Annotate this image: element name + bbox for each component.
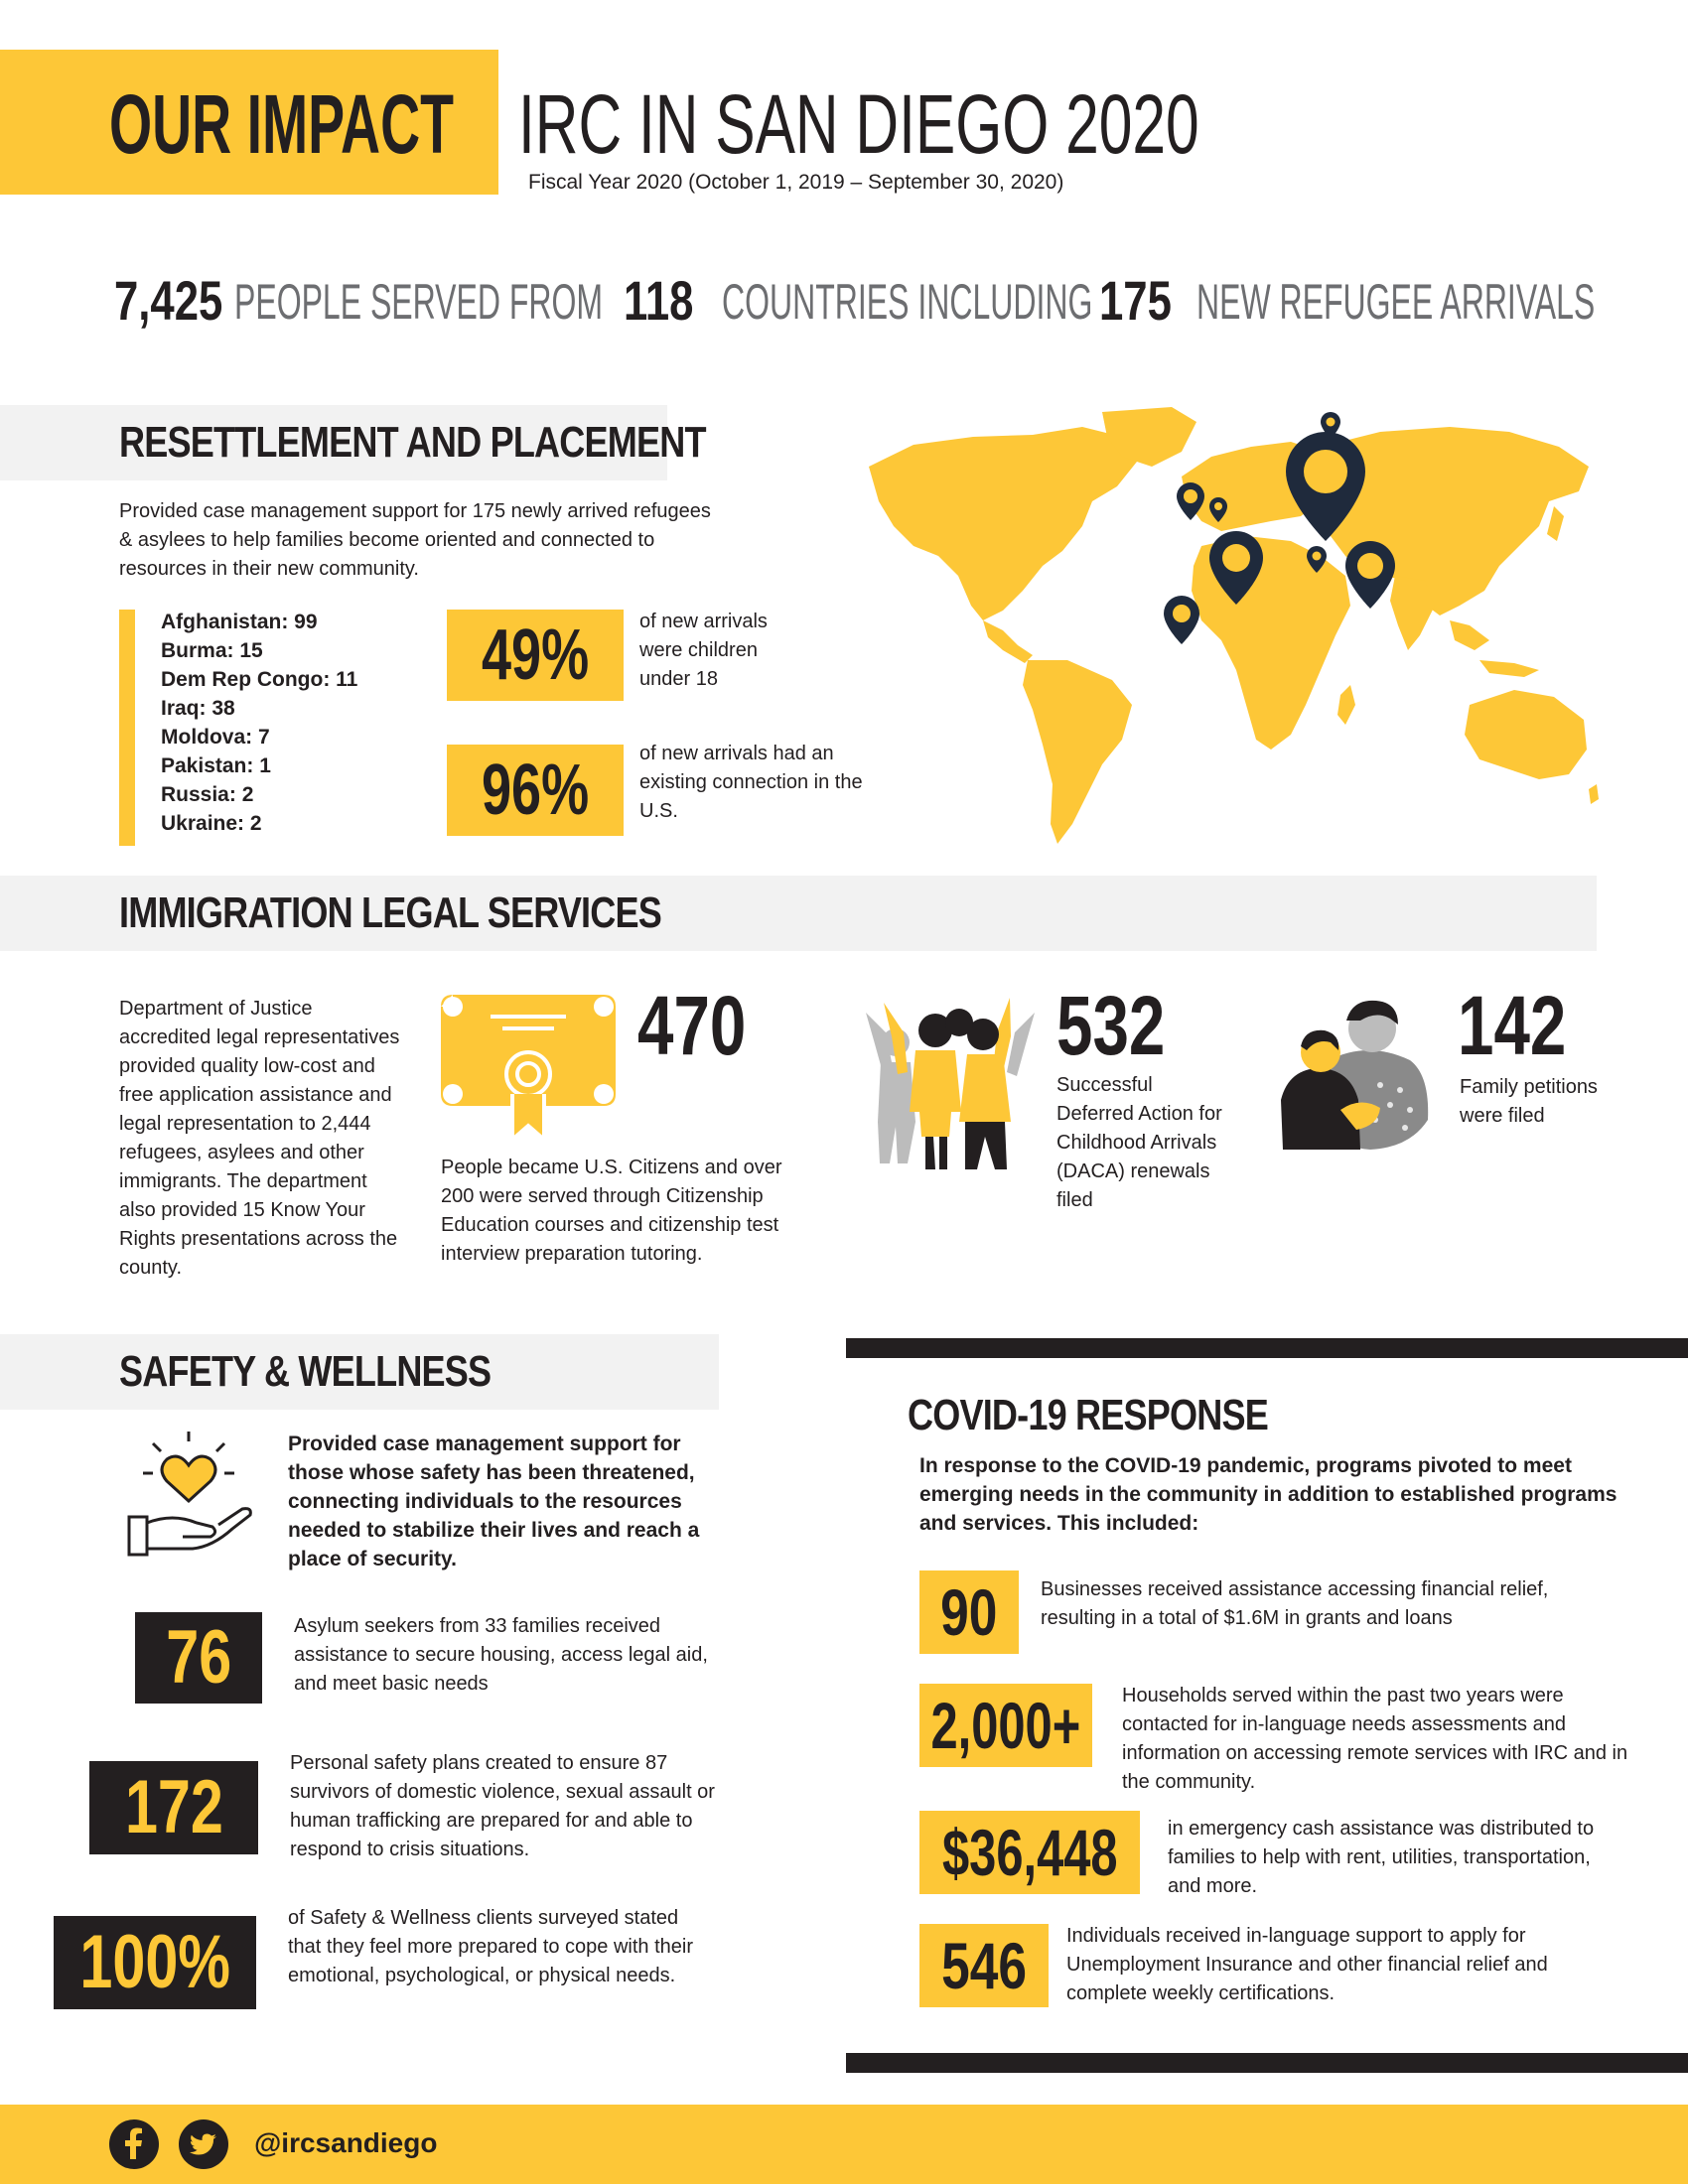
safety-plans-stat-text: Personal safety plans created to ensure 87 survivors of domestic violence, sexual assault or human trafficking are prepared for and able to respond to crisis situations. xyxy=(290,1752,715,1860)
countries-list xyxy=(161,608,419,838)
safety-plans-stat-number: 172 xyxy=(124,1765,223,1849)
legal-title: IMMIGRATION LEGAL SERVICES xyxy=(119,888,661,937)
cash-stat-box xyxy=(919,1811,1140,1894)
legal-intro: Department of Justice accredited legal representatives provided quality low-cost and free application assistance and legal representation to 2,444 refugees, asylees and other immigrants. The department also provided 15 Know Your Rights presentations across the county. xyxy=(119,998,400,1279)
cash-stat-number: $36,448 xyxy=(941,1816,1118,1889)
connection-stat-box xyxy=(447,745,624,836)
asylum-stat-box xyxy=(135,1612,262,1704)
cash-stat-text: in emergency cash assistance was distributed to families to help with rent, utilities, transportation, and more. xyxy=(1168,1818,1595,1897)
unemployment-stat-number: 546 xyxy=(941,1929,1027,2002)
households-stat-box xyxy=(919,1684,1092,1767)
countries-accent-bar xyxy=(119,610,135,846)
family-number: 142 xyxy=(1458,979,1567,1072)
people-group-icon xyxy=(856,993,1045,1171)
asylum-stat-number: 76 xyxy=(166,1615,231,1700)
footer-bar xyxy=(0,2105,1688,2184)
family-text: Family petitions were filed xyxy=(1460,1076,1598,1127)
unemployment-stat-box xyxy=(919,1924,1049,2007)
arrivals-number: 175 xyxy=(1099,269,1172,332)
people-served-label: PEOPLE SERVED FROM xyxy=(234,274,604,330)
countries-number: 118 xyxy=(624,269,694,332)
countries-label: COUNTRIES INCLUDING xyxy=(722,274,1093,330)
world-map xyxy=(854,407,1599,854)
people-served-number: 7,425 xyxy=(114,269,223,332)
children-stat-number: 49% xyxy=(481,615,590,695)
country-item: Afghanistan: 99 xyxy=(161,611,318,633)
facebook-icon[interactable] xyxy=(109,2119,159,2169)
safety-title: SAFETY & WELLNESS xyxy=(119,1347,492,1396)
safety-intro: Provided case management support for those whose safety has been threatened, connecting individuals to the resources needed to stabilize their lives and reach a place of security. xyxy=(288,1433,700,1570)
safety-plans-stat-box xyxy=(89,1761,258,1854)
heart-hand-icon xyxy=(123,1430,256,1557)
children-stat-text: of new arrivals were children under 18 xyxy=(639,611,768,690)
social-handle[interactable]: @ircsandiego xyxy=(254,2127,438,2158)
unemployment-stat-text: Individuals received in-language support to apply for Unemployment Insurance and other financial relief and complete weekly certifications. xyxy=(1066,1925,1548,2004)
country-item: Russia: 2 xyxy=(161,783,254,806)
covid-top-rule xyxy=(846,1338,1688,1358)
family-icon xyxy=(1281,991,1440,1150)
certificate-icon xyxy=(441,995,616,1142)
country-item: Iraq: 38 xyxy=(161,697,235,720)
prepared-stat-text: of Safety & Wellness clients surveyed stated that they feel more prepared to cope with their emotional, psychological, or physical needs. xyxy=(288,1907,694,1986)
prepared-stat-number: 100% xyxy=(79,1920,230,2004)
citizens-text: People became U.S. Citizens and over 200 were served through Citizenship Education courses and citizenship test interview preparation tutoring. xyxy=(441,1157,782,1265)
country-item: Dem Rep Congo: 11 xyxy=(161,668,358,691)
prepared-stat-box xyxy=(54,1916,256,2009)
country-item: Ukraine: 2 xyxy=(161,812,262,835)
page-title: IRC IN SAN DIEGO 2020 xyxy=(518,77,1199,171)
connection-stat-text: of new arrivals had an existing connection in the U.S. xyxy=(639,743,863,822)
daca-number: 532 xyxy=(1056,979,1166,1072)
resettlement-title: RESETTLEMENT AND PLACEMENT xyxy=(119,418,706,467)
country-item: Moldova: 7 xyxy=(161,726,270,749)
resettlement-intro: Provided case management support for 175 newly arrived refugees & asylees to help families become oriented and connected to resources in their new community. xyxy=(119,500,711,580)
households-stat-text: Households served within the past two years were contacted for in-language needs assessments and information on accessing remote services with IRC and in the community. xyxy=(1122,1685,1628,1793)
business-stat-text: Businesses received assistance accessing financial relief, resulting in a total of $1.6M in grants and loans xyxy=(1041,1578,1549,1629)
asylum-stat-text: Asylum seekers from 33 families received assistance to secure housing, access legal aid, and meet basic needs xyxy=(294,1615,708,1695)
covid-intro: In response to the COVID-19 pandemic, programs pivoted to meet emerging needs in the community in addition to established programs and services. This included: xyxy=(919,1454,1618,1535)
households-stat-number: 2,000+ xyxy=(930,1689,1081,1762)
connection-stat-number: 96% xyxy=(481,751,590,830)
covid-bottom-rule xyxy=(846,2053,1688,2073)
fiscal-year: Fiscal Year 2020 (October 1, 2019 – September 30, 2020) xyxy=(528,171,1064,194)
citizens-number: 470 xyxy=(637,979,747,1072)
arrivals-label: NEW REFUGEE ARRIVALS xyxy=(1196,274,1596,330)
covid-title: COVID-19 RESPONSE xyxy=(908,1391,1269,1439)
country-item: Burma: 15 xyxy=(161,639,263,662)
business-stat-box xyxy=(919,1570,1019,1654)
daca-text: Successful Deferred Action for Childhood Arrivals (DACA) renewals filed xyxy=(1056,1074,1222,1211)
business-stat-number: 90 xyxy=(940,1575,998,1649)
children-stat-box xyxy=(447,610,624,701)
header-badge-text: OUR IMPACT xyxy=(109,77,454,171)
country-item: Pakistan: 1 xyxy=(161,754,271,777)
twitter-icon[interactable] xyxy=(179,2119,228,2169)
